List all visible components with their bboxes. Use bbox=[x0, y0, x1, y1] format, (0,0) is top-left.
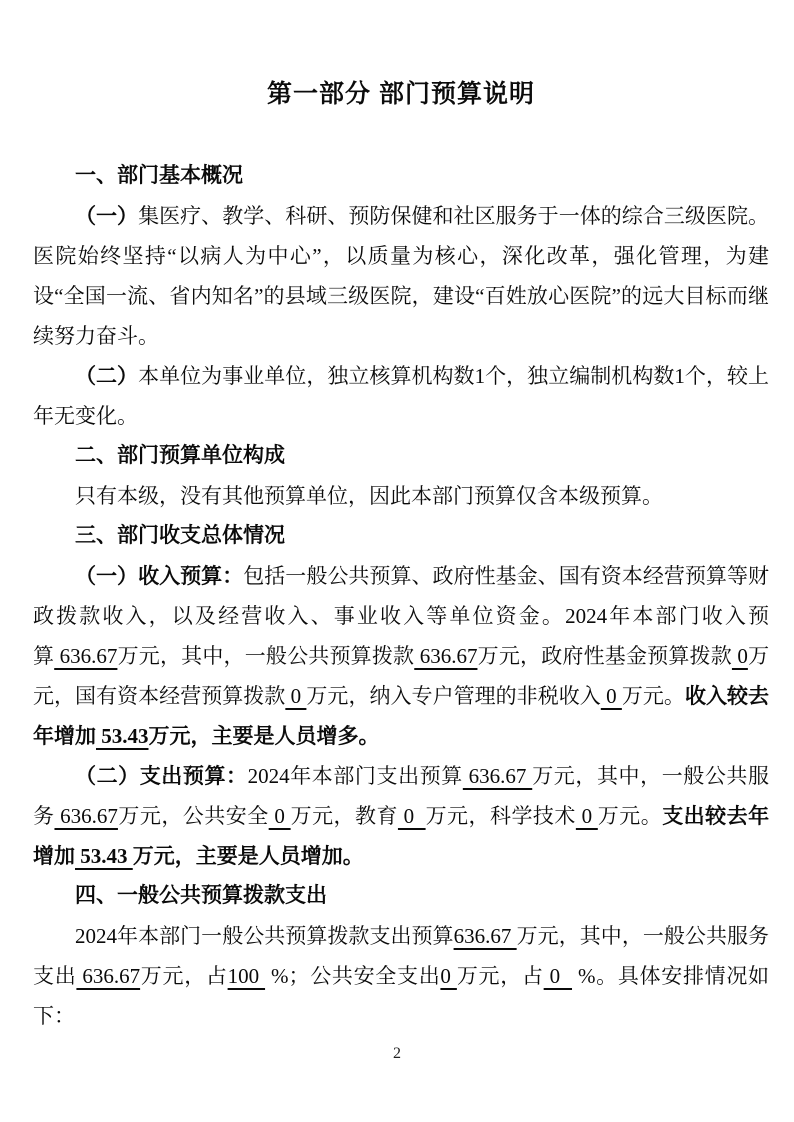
text-run: （一）收入预算： bbox=[75, 564, 244, 588]
paragraph bbox=[33, 356, 769, 436]
paragraph bbox=[33, 476, 769, 516]
text-run: 只有本级，没有其他预算单位，因此本部门预算仅含本级预算。 bbox=[75, 484, 663, 508]
text-run: 636.67 bbox=[54, 644, 118, 668]
text-run: 万元，其中，一般公共预算拨款 bbox=[117, 644, 415, 668]
text-run: 包括一般公共预算、政府性基金、国有资本经营预算等财政拨款收入，以及经营收入、事业收入等单位资金。2024年本部门收入预算 bbox=[33, 564, 769, 668]
text-run: 0 bbox=[397, 804, 426, 828]
text-run: 636.67 bbox=[414, 644, 478, 668]
text-run: 收入较去年增加 bbox=[33, 684, 770, 748]
text-run: 636.67 bbox=[462, 764, 533, 788]
section-heading bbox=[33, 516, 769, 556]
section-heading bbox=[33, 876, 769, 916]
text-run: 万元，国有资本经营预算拨款 bbox=[33, 644, 770, 708]
text-run: （一） bbox=[75, 204, 139, 228]
text-run: 0 bbox=[600, 684, 622, 708]
text-run: 636.67 bbox=[76, 964, 141, 988]
text-run: 0 bbox=[285, 684, 307, 708]
text-run: 53.43 bbox=[96, 724, 149, 748]
text-run: 二、部门预算单位构成 bbox=[75, 444, 285, 467]
text-run: （二）支出预算： bbox=[75, 764, 248, 788]
text-run: 万元，占 bbox=[140, 964, 228, 988]
paragraph bbox=[33, 556, 769, 756]
text-run: 四、一般公共预算拨款支出 bbox=[75, 884, 327, 907]
paragraph bbox=[33, 756, 769, 876]
text-run: 一、部门基本概况 bbox=[75, 164, 243, 187]
section-heading bbox=[33, 156, 769, 196]
text-run: 万元，占 bbox=[456, 964, 544, 988]
text-run: 万元，主要是人员增多。 bbox=[148, 724, 380, 748]
document-body bbox=[33, 156, 769, 1036]
text-run: 0 bbox=[543, 964, 573, 988]
text-run: 100 bbox=[227, 964, 266, 988]
text-run: 万元，其中，一般公共服务支出 bbox=[33, 924, 770, 988]
document-title: 第一部分 部门预算说明 bbox=[267, 80, 535, 108]
text-run: 支出较去年增加 bbox=[33, 804, 770, 868]
text-run: 万元。 bbox=[597, 804, 663, 828]
document-content bbox=[33, 0, 769, 1036]
text-run: 2024年本部门一般公共预算拨款支出预算 bbox=[75, 924, 454, 948]
text-run: 万元，公共安全 bbox=[117, 804, 269, 828]
text-run: 集医疗、教学、科研、预防保健和社区服务于一体的综合三级医院。医院始终坚持“以病人为中心”，以质量为核心，深化改革，强化管理，为建设“全国一流、省内知名”的县域三级医院，建设“百姓放心医院”的远大目标而继续努力奋斗。 bbox=[33, 204, 769, 348]
text-run: 636.67 bbox=[453, 924, 517, 948]
text-run: 三、部门收支总体情况 bbox=[75, 524, 285, 547]
text-run: 万元。 bbox=[621, 684, 685, 708]
text-run: %；公共安全支出 bbox=[265, 964, 441, 988]
text-run: 53.43 bbox=[75, 844, 133, 868]
text-run: 万元，主要是人员增加。 bbox=[132, 844, 364, 868]
text-run: （二） bbox=[75, 364, 139, 388]
text-run: 2024年本部门支出预算 bbox=[247, 764, 463, 788]
text-run: 0 bbox=[731, 644, 748, 668]
paragraph bbox=[33, 196, 769, 356]
text-run: 万元，其中，一般公共服务 bbox=[33, 764, 770, 828]
text-run: 万元，科学技术 bbox=[425, 804, 576, 828]
text-run: 636.67 bbox=[54, 804, 118, 828]
text-run: 万元，教育 bbox=[290, 804, 398, 828]
paragraph bbox=[33, 916, 769, 1036]
text-run: %。具体安排情况如下： bbox=[33, 964, 770, 1028]
text-run: 0 bbox=[575, 804, 598, 828]
text-run: 0 bbox=[440, 964, 457, 988]
page-number: 2 bbox=[393, 1045, 401, 1062]
section-heading bbox=[33, 436, 769, 476]
text-run: 0 bbox=[268, 804, 291, 828]
text-run: 本单位为事业单位，独立核算机构数1个，独立编制机构数1个，较上年无变化。 bbox=[33, 364, 770, 428]
text-run: 万元，纳入专户管理的非税收入 bbox=[306, 684, 601, 708]
text-run: 万元，政府性基金预算拨款 bbox=[477, 644, 732, 668]
